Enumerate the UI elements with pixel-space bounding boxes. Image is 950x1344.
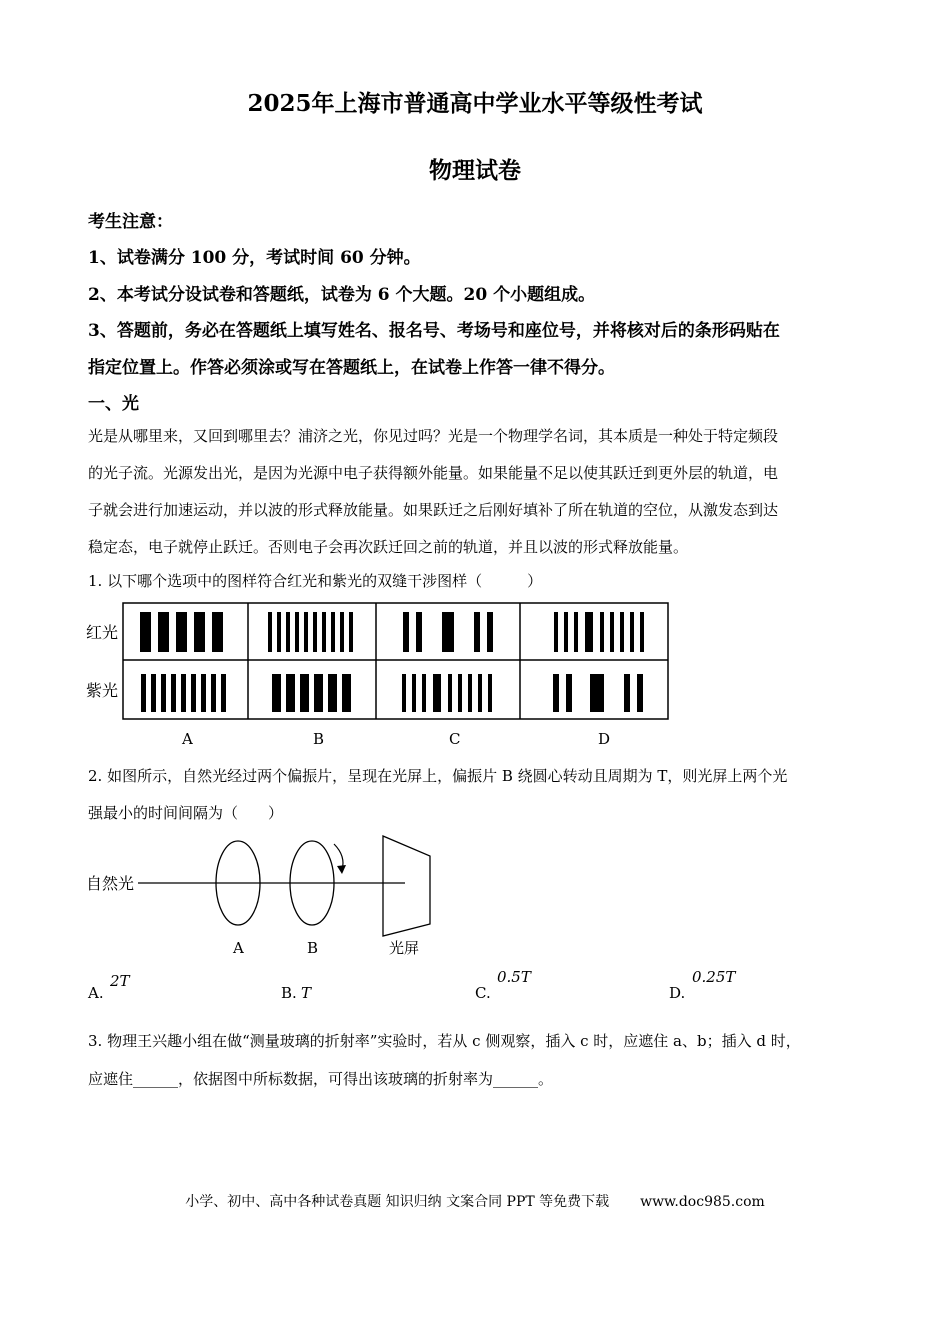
paragraph-line: 稳定态，电子就停止跃迁。否则电子会再次跃迁回之前的轨道，并且以波的形式释放能量。: [88, 538, 689, 556]
pattern-d-violet: [553, 674, 643, 712]
polarizer-a-label: A: [233, 939, 244, 957]
option-label-c: C: [449, 730, 461, 748]
footer: [0, 1191, 950, 1211]
pattern-d-red: [554, 612, 644, 652]
question-3-text: 应遮住______，依据图中所标数据，可得出该玻璃的折射率为______。: [88, 1070, 554, 1088]
page-title: 2025年上海市普通高中学业水平等级性考试: [247, 90, 703, 117]
option-a-key: A.: [88, 984, 104, 1002]
notes-heading: 考生注意：: [88, 212, 173, 232]
footer-text: 小学、初中、高中各种试卷真题 知识归纳 文案合同 PPT 等免费下载: [185, 1194, 610, 1210]
light-screen: [383, 836, 430, 936]
source-label: 自然光: [86, 874, 135, 893]
question-1-text: 1. 以下哪个选项中的图样符合红光和紫光的双缝干涉图样（ ）: [88, 572, 543, 590]
pattern-c-red: [403, 612, 493, 652]
option-d-value: 0.25T: [692, 968, 736, 986]
note-item: 1、试卷满分 100 分，考试时间 60 分钟。: [88, 248, 421, 268]
footer-link[interactable]: www.doc985.com: [640, 1194, 765, 1210]
option-c-value: 0.5T: [497, 968, 531, 986]
paragraph-line: 光是从哪里来，又回到哪里去？浦济之光，你见过吗？光是一个物理学名词，其本质是一种处于特定频段: [88, 427, 779, 445]
interference-pattern-table: [80, 598, 680, 758]
paragraph-line: 子就会进行加速运动，并以波的形式释放能量。如果跃迁之后刚好填补了所在轨道的空位，从激发态到达: [88, 501, 779, 519]
option-b-value: T: [301, 984, 312, 1002]
option-label-b: B: [313, 730, 325, 748]
note-item: 3、答题前，务必在答题纸上填写姓名、报名号、考场号和座位号，并将核对后的条形码贴在: [88, 321, 780, 341]
question-3-text: 3. 物理王兴趣小组在做“测量玻璃的折射率”实验时，若从 c 侧观察，插入 c 时，应遮住 a、b；插入 d 时，: [88, 1032, 801, 1050]
pattern-c-violet: [402, 674, 492, 712]
option-c-key: C.: [475, 984, 491, 1002]
option-b-key: B.: [281, 984, 297, 1002]
polarizer-diagram: [80, 832, 480, 964]
polarizer-b-label: B: [307, 939, 319, 957]
pattern-a-violet: [141, 674, 226, 712]
option-label-d: D: [598, 730, 611, 748]
option-d-key: D.: [669, 984, 686, 1002]
question-2-text: 2. 如图所示，自然光经过两个偏振片，呈现在光屏上，偏振片 B 绕圆心转动且周期为 T，则光屏上两个光: [88, 767, 788, 785]
question-2-text: 强最小的时间间隔为（ ）: [88, 804, 284, 822]
note-item: 指定位置上。作答必须涂或写在答题纸上，在试卷上作答一律不得分。: [88, 358, 615, 378]
option-a-value: 2T: [110, 972, 130, 990]
paragraph-line: 的光子流。光源发出光，是因为光源中电子获得额外能量。如果能量不足以使其跃迁到更外层的轨道，电: [88, 464, 779, 482]
row-label-violet: 紫光: [86, 681, 119, 700]
page-subtitle: 物理试卷: [429, 157, 521, 184]
pattern-b-violet: [272, 674, 351, 712]
section-heading: 一、光: [88, 394, 139, 414]
row-label-red: 红光: [86, 623, 119, 642]
option-label-a: A: [182, 730, 193, 748]
screen-label: 光屏: [389, 939, 420, 957]
pattern-b-red: [268, 612, 353, 652]
note-item: 2、本考试分设试卷和答题纸，试卷为 6 个大题。20 个小题组成。: [88, 285, 596, 305]
pattern-a-red: [140, 612, 223, 652]
